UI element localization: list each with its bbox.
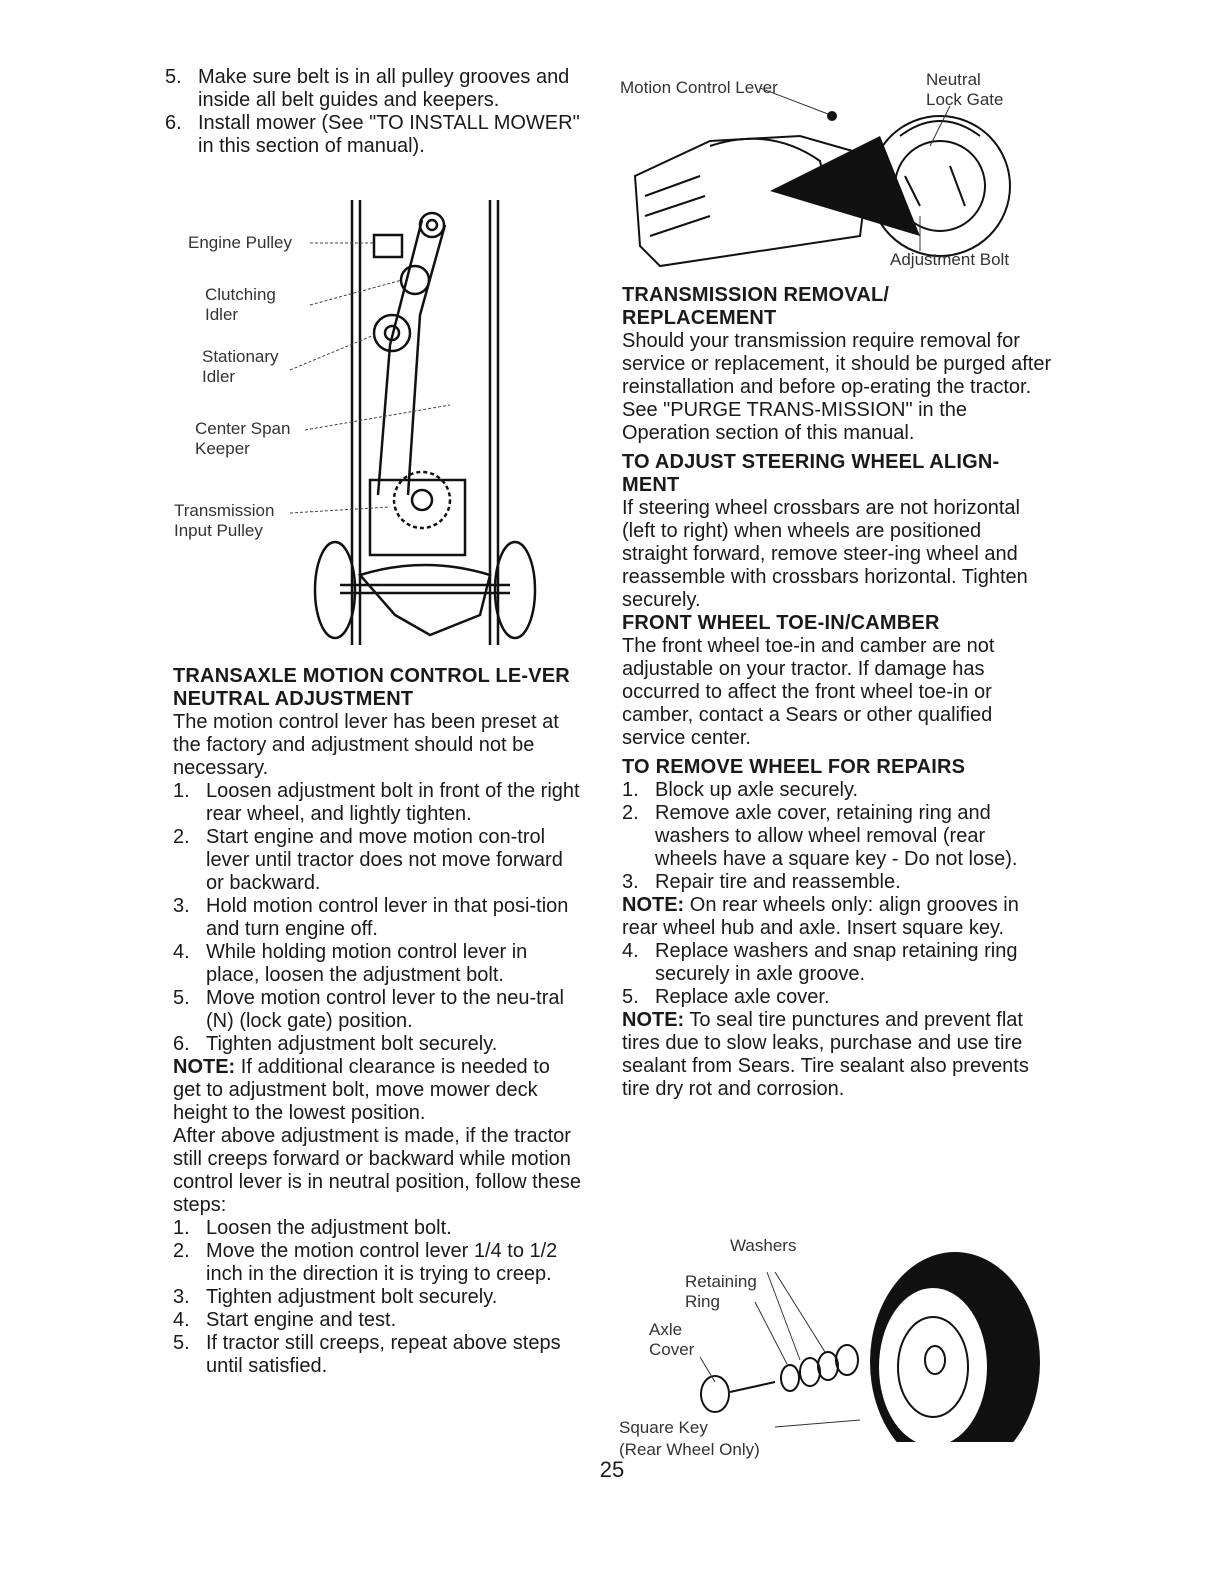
wheel-diagram [615, 1232, 1055, 1442]
label-center-span-2: Keeper [195, 439, 250, 458]
right-text-column [622, 284, 1052, 1101]
label-clutching-idler-2: Idler [205, 305, 239, 324]
toe-heading: FRONT WHEEL TOE-IN/CAMBER [622, 612, 940, 634]
list-item: 6. Install mower (See "TO INSTALL MOWER" in this section of manual). [165, 112, 580, 157]
list-item: 4. Replace washers and snap retaining ring securely in axle groove. [622, 940, 1018, 985]
creep-steps [173, 1217, 583, 1378]
note-label: NOTE: [173, 1056, 236, 1078]
paragraph: Should your transmission require removal for service or replacement, it should be purged after reinstallation and before op-erating the tractor. See "PURGE TRANS-MISSION" in the Operation section of this manual. [622, 330, 1052, 444]
paragraph: The motion control lever has been preset at the factory and adjustment should not be necessary. [173, 711, 559, 779]
list-item: 2. Start engine and move motion con-trol lever until tractor does not move forward or backward. [173, 826, 563, 894]
list-item: 6. Tighten adjustment bolt securely. [173, 1033, 498, 1055]
left-column [165, 66, 585, 158]
note [173, 1056, 583, 1125]
belt-diagram [160, 195, 580, 655]
steering-heading: TO ADJUST STEERING WHEEL ALIGN-MENT [622, 451, 1000, 496]
list-item: 2. Move the motion control lever 1/4 to 1/2 inch in the direction it is trying to creep. [173, 1240, 558, 1285]
label-engine-pulley: Engine Pulley [188, 233, 292, 252]
list-item: 4. Start engine and test. [173, 1309, 397, 1331]
label-axle: Axle [649, 1320, 683, 1339]
label-square-key: Square Key [619, 1418, 708, 1437]
note [622, 894, 1052, 940]
section-heading: TRANSAXLE MOTION CONTROL LE-VER NEUTRAL ADJUSTMENT [173, 665, 570, 710]
list-item: 5. Replace axle cover. [622, 986, 830, 1008]
note-text: On rear wheels only: align grooves in rear wheel hub and axle. Insert square key. [622, 894, 1019, 939]
list-item: 5. If tractor still creeps, repeat above steps until satisfied. [173, 1332, 561, 1377]
page-number: 25 [599, 1457, 625, 1482]
label-washers: Washers [730, 1236, 797, 1255]
label-retaining: Retaining [685, 1272, 757, 1291]
list-item: 3. Hold motion control lever in that posi-tion and turn engine off. [173, 895, 569, 940]
list-item: 1. Loosen the adjustment bolt. [173, 1217, 452, 1239]
list-item: 4. While holding motion control lever in place, loosen the adjustment bolt. [173, 941, 528, 986]
note-text: If additional clearance is needed to get to adjustment bolt, move mower deck height to the lowest position. [173, 1056, 550, 1124]
transmission-heading-2: REPLACEMENT [622, 307, 777, 329]
label-transmission: Transmission [174, 501, 275, 520]
label-transmission-2: Input Pulley [174, 521, 263, 540]
label-motion-control-lever: Motion Control Lever [620, 78, 778, 97]
label-center-span: Center Span [195, 419, 291, 438]
label-stationary-idler: Stationary [202, 347, 279, 366]
list-item: 5. Move motion control lever to the neu-tral (N) (lock gate) position. [173, 987, 564, 1032]
paragraph: If steering wheel crossbars are not horizontal (left to right) when wheels are positioned straight forward, remove steer-ing wheel and reassemble with crossbars horizontal. Tighten securely. [622, 497, 1028, 611]
note [622, 1009, 1052, 1101]
paragraph: After above adjustment is made, if the tractor still creeps forward or backward while motion control lever is in neutral position, follow these steps: [173, 1125, 581, 1216]
transaxle-section [173, 665, 583, 1378]
label-cover: Cover [649, 1340, 695, 1359]
note-text: To seal tire punctures and prevent flat tires due to slow leaks, purchase and use tire sealant from Sears. Tire sealant also prevents tire dry rot and corrosion. [622, 1009, 1029, 1100]
paragraph: The front wheel toe-in and camber are not adjustable on your tractor. If damage has occurred to affect the front wheel toe-in or camber, contact a Sears or other qualified service center. [622, 635, 995, 749]
list-item: 5. Make sure belt is in all pulley grooves and inside all belt guides and keepers. [165, 66, 570, 111]
list-item: 1. Block up axle securely. [622, 779, 859, 801]
label-stationary-idler-2: Idler [202, 367, 236, 386]
label-lock-gate: Lock Gate [926, 90, 1004, 109]
list-item: 2. Remove axle cover, retaining ring and washers to allow wheel removal (rear wheels have a square key - Do not lose). [622, 802, 1018, 870]
list-item: 3. Repair tire and reassemble. [622, 871, 901, 893]
note-label: NOTE: [622, 1009, 685, 1031]
transaxle-steps [173, 780, 583, 1056]
label-rear-wheel-only: (Rear Wheel Only) [619, 1440, 760, 1459]
list-item: 1. Loosen adjustment bolt in front of the right rear wheel, and lightly tighten. [173, 780, 580, 825]
remove-heading: TO REMOVE WHEEL FOR REPAIRS [622, 756, 966, 778]
remove-steps-a [622, 779, 1052, 894]
label-adjustment-bolt: Adjustment Bolt [890, 250, 1010, 269]
label-neutral: Neutral [926, 70, 981, 89]
label-clutching-idler: Clutching [205, 285, 276, 304]
transmission-heading-1: TRANSMISSION REMOVAL/ [622, 284, 890, 306]
list-item: 3. Tighten adjustment bolt securely. [173, 1286, 498, 1308]
remove-steps-b [622, 940, 1052, 1009]
note-label: NOTE: [622, 894, 685, 916]
lever-diagram [620, 66, 1040, 276]
intro-steps [165, 66, 585, 158]
label-ring: Ring [685, 1292, 720, 1311]
